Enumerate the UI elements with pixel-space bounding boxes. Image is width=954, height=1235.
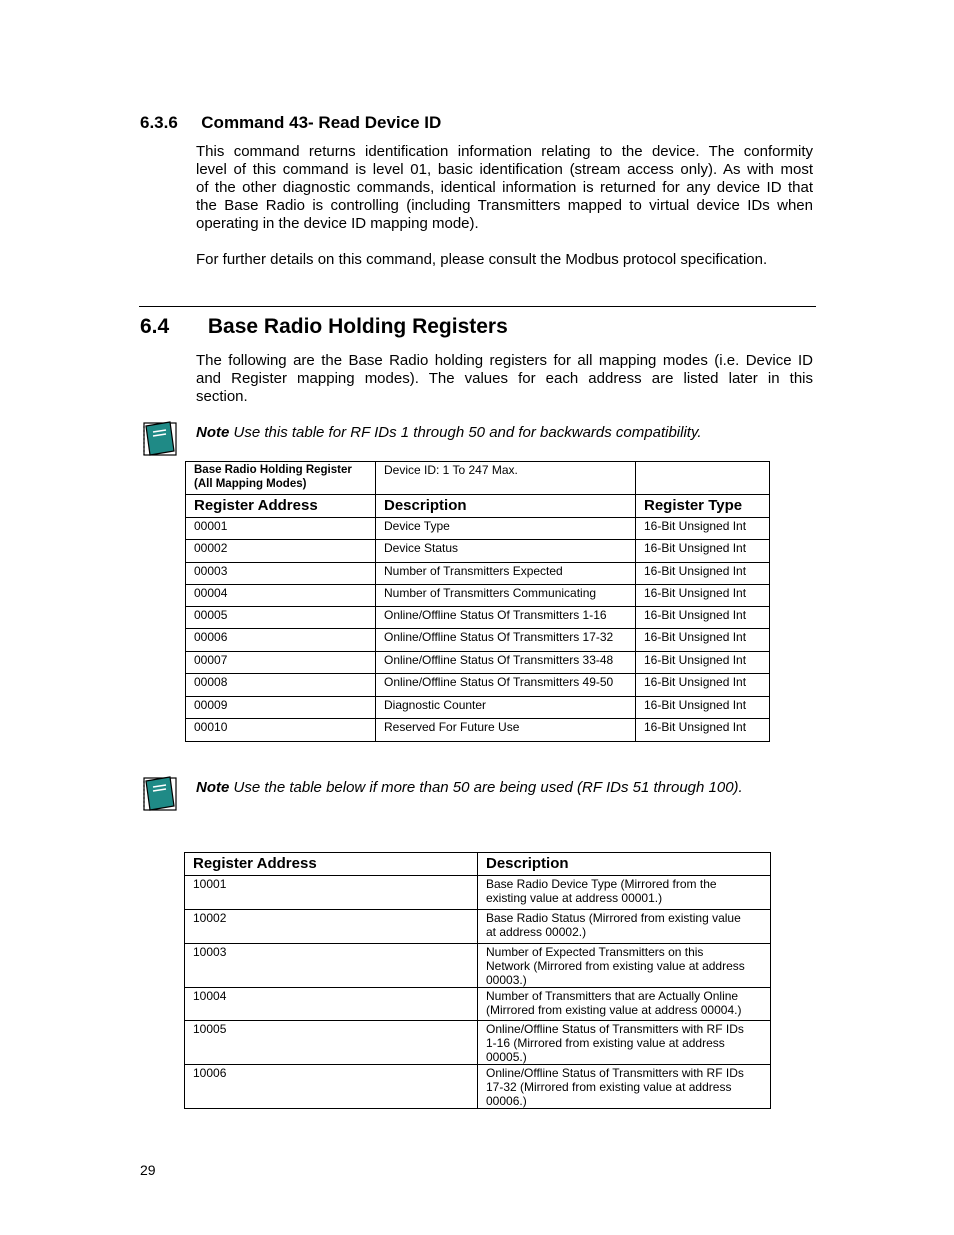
section-636-number: 6.3.6	[140, 113, 178, 132]
table-row	[186, 697, 770, 719]
description-cell: Number of Transmitters Communicating	[376, 585, 636, 607]
paragraph-line: This command returns identification information relating to the device. The conformity	[196, 143, 813, 160]
page-number: 29	[140, 1162, 156, 1178]
extended-register-table	[184, 852, 771, 1109]
table-row	[186, 652, 770, 674]
table-title-line: Base Radio Holding Register	[194, 464, 352, 476]
description-line: at address 00002.)	[486, 925, 587, 939]
table-row	[186, 629, 770, 652]
register-address-cell: 10004	[185, 988, 478, 1021]
note-text: Use the table below if more than 50 are being used (RF IDs 51 through 100).	[229, 779, 743, 796]
register-address-cell: 00002	[186, 540, 376, 563]
description-line: Base Radio Device Type (Mirrored from the	[486, 877, 717, 891]
description-cell: Device Status	[376, 540, 636, 563]
register-type-cell: 16-Bit Unsigned Int	[636, 607, 770, 629]
column-header: Description	[376, 495, 636, 518]
description-line: Network (Mirrored from existing value at address	[486, 959, 745, 973]
register-type-cell: 16-Bit Unsigned Int	[636, 674, 770, 697]
description-cell: Number of Transmitters Expected	[376, 563, 636, 585]
register-address-cell: 10002	[185, 910, 478, 944]
section-636-paragraph-2: For further details on this command, please consult the Modbus protocol specification.	[196, 251, 768, 268]
description-cell: Online/Offline Status Of Transmitters 33-48	[376, 652, 636, 674]
register-type-cell: 16-Bit Unsigned Int	[636, 719, 770, 742]
table-row	[185, 910, 771, 944]
note-icon	[138, 773, 178, 818]
description-line: 17-32 (Mirrored from existing value at address	[486, 1080, 732, 1094]
empty-cell	[636, 462, 770, 495]
description-line: 1-16 (Mirrored from existing value at address	[486, 1036, 725, 1050]
register-address-cell: 00009	[186, 697, 376, 719]
description-line: 00006.)	[486, 1094, 527, 1108]
column-header: Register Address	[185, 853, 478, 876]
paragraph-line: of the other diagnostic commands, identical information is returned for any device ID that	[196, 179, 813, 196]
description-cell: Diagnostic Counter	[376, 697, 636, 719]
description-line: Online/Offline Status of Transmitters with RF IDs	[486, 1066, 744, 1080]
register-address-cell: 00005	[186, 607, 376, 629]
description-line: Number of Transmitters that are Actually Online	[486, 989, 739, 1003]
table-title-cell	[186, 462, 376, 495]
description-line: Number of Expected Transmitters on this	[486, 945, 704, 959]
paragraph-line: level of this command is level 01, basic identification (stream access only). As with most	[196, 161, 813, 178]
section-636-heading	[140, 113, 441, 133]
table-title-line: (All Mapping Modes)	[194, 478, 307, 490]
table-row	[186, 674, 770, 697]
register-address-cell: 10005	[185, 1021, 478, 1065]
register-type-cell: 16-Bit Unsigned Int	[636, 540, 770, 563]
table-row	[185, 944, 771, 988]
register-address-cell: 10003	[185, 944, 478, 988]
description-cell	[478, 944, 771, 988]
paragraph-line: The following are the Base Radio holding registers for all mapping modes (i.e. Device ID	[196, 352, 813, 369]
section-divider	[139, 306, 816, 307]
device-id-cell: Device ID: 1 To 247 Max.	[376, 462, 636, 495]
register-type-cell: 16-Bit Unsigned Int	[636, 697, 770, 719]
register-address-cell: 10006	[185, 1065, 478, 1109]
table-row	[185, 1021, 771, 1065]
holding-register-table	[185, 461, 770, 742]
register-address-cell: 00010	[186, 719, 376, 742]
paragraph-line: the Base Radio is controlling (including Transmitters mapped to virtual device IDs when	[196, 197, 813, 214]
description-cell: Online/Offline Status Of Transmitters 17-32	[376, 629, 636, 652]
note-label: Note	[196, 424, 230, 441]
section-64-heading	[140, 315, 508, 339]
register-address-cell: 10001	[185, 876, 478, 910]
description-cell	[478, 1021, 771, 1065]
description-cell: Reserved For Future Use	[376, 719, 636, 742]
column-header: Description	[478, 853, 771, 876]
table-row	[185, 1065, 771, 1109]
paragraph-line: operating in the device ID mapping mode).	[196, 215, 479, 232]
description-cell: Device Type	[376, 518, 636, 540]
register-type-cell: 16-Bit Unsigned Int	[636, 629, 770, 652]
note-2	[196, 779, 743, 796]
register-address-cell: 00006	[186, 629, 376, 652]
register-address-cell: 00001	[186, 518, 376, 540]
register-type-cell: 16-Bit Unsigned Int	[636, 585, 770, 607]
register-address-cell: 00004	[186, 585, 376, 607]
description-line: 00003.)	[486, 973, 527, 987]
note-text: Use this table for RF IDs 1 through 50 and for backwards compatibility.	[229, 424, 702, 441]
table-row	[185, 876, 771, 910]
note-1	[196, 424, 702, 441]
section-64-number: 6.4	[140, 315, 170, 338]
table-row	[186, 518, 770, 540]
note-label: Note	[196, 779, 230, 796]
paragraph-line: and Register mapping modes). The values for each address are listed later in this	[196, 370, 813, 387]
description-cell	[478, 876, 771, 910]
description-line: existing value at address 00001.)	[486, 891, 663, 905]
section-64-title: Base Radio Holding Registers	[207, 315, 508, 338]
register-address-cell: 00003	[186, 563, 376, 585]
table-title-row	[186, 462, 770, 495]
description-line: 00005.)	[486, 1050, 527, 1064]
description-line: (Mirrored from existing value at address 00004.)	[486, 1003, 742, 1017]
description-cell	[478, 910, 771, 944]
description-line: Online/Offline Status of Transmitters with RF IDs	[486, 1022, 744, 1036]
description-cell: Online/Offline Status Of Transmitters 49-50	[376, 674, 636, 697]
description-line: Base Radio Status (Mirrored from existing value	[486, 911, 741, 925]
table-row	[186, 719, 770, 742]
register-type-cell: 16-Bit Unsigned Int	[636, 652, 770, 674]
table-row	[186, 585, 770, 607]
register-type-cell: 16-Bit Unsigned Int	[636, 518, 770, 540]
section-636-paragraph-1	[196, 143, 813, 233]
table-row	[186, 607, 770, 629]
table-header-row	[185, 853, 771, 876]
paragraph-line: section.	[196, 388, 248, 405]
column-header: Register Address	[186, 495, 376, 518]
register-address-cell: 00007	[186, 652, 376, 674]
section-64-paragraph	[196, 352, 813, 406]
description-cell: Online/Offline Status Of Transmitters 1-16	[376, 607, 636, 629]
table-row	[186, 563, 770, 585]
note-icon	[138, 418, 178, 463]
table-row	[186, 540, 770, 563]
register-address-cell: 00008	[186, 674, 376, 697]
column-header: Register Type	[636, 495, 770, 518]
description-cell	[478, 988, 771, 1021]
register-type-cell: 16-Bit Unsigned Int	[636, 563, 770, 585]
table-row	[185, 988, 771, 1021]
section-636-title: Command 43- Read Device ID	[201, 113, 442, 132]
description-cell	[478, 1065, 771, 1109]
table-header-row	[186, 495, 770, 518]
